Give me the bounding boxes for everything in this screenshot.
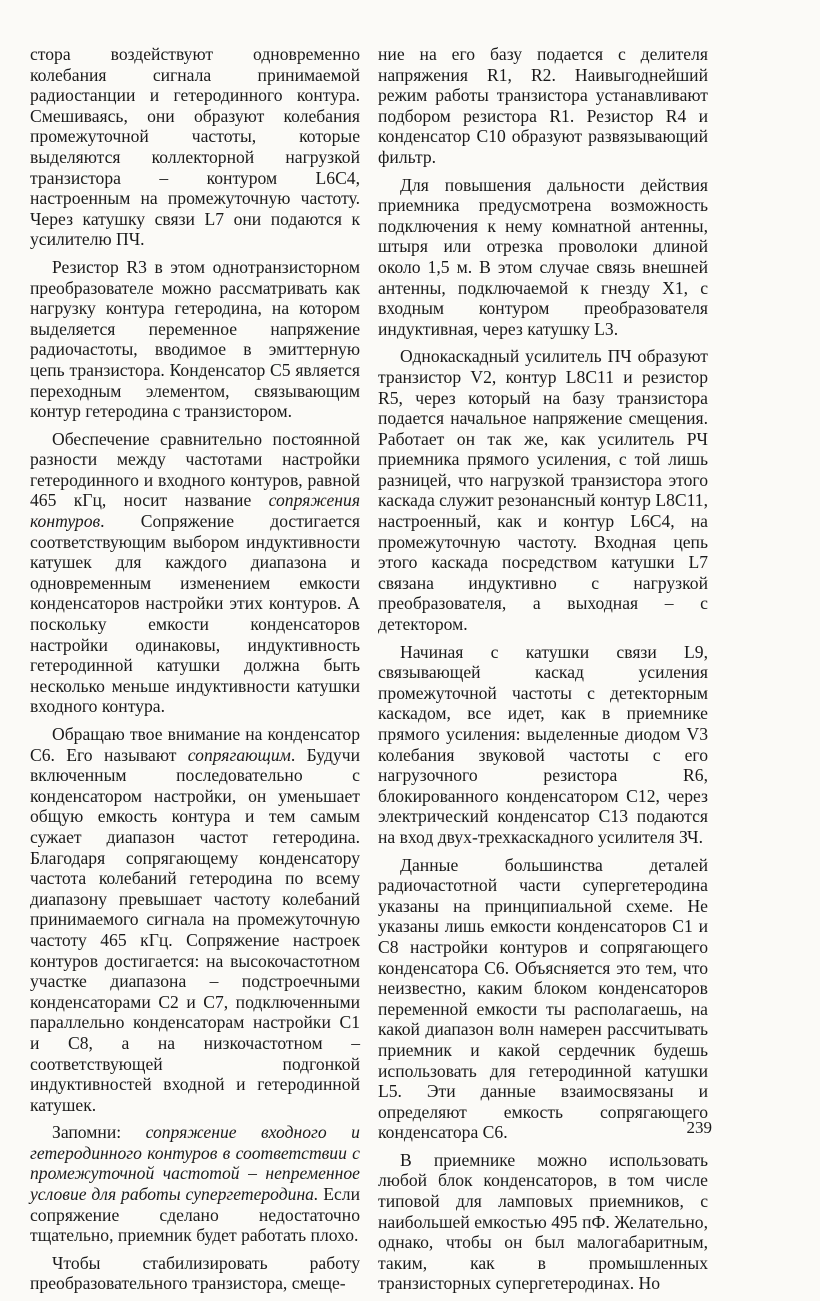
text-run: Обращаю твое внимание на конденсатор C6. Его называют — [30, 724, 360, 765]
paragraph — [30, 429, 360, 717]
rule-emphasis: сопряжение входного и гетеродинного контуров в соответствии с промежуточной частотой – непременное условие для работы супергетеродина. — [30, 1122, 360, 1205]
paragraph: Однокаскадный усилитель ПЧ образуют транзистор V2, контур L8C11 и резистор R5, через который на базу транзистора подается начальное напряжение смещения. Работает он так же, как усилитель РЧ приемника прямого усиления, с той лишь разницей, что нагрузкой транзистора этого каскада служит резонансный контур L8C11, настроенный, как и контур L6C4, на промежуточную частоту. Входная цепь этого каскада посредством катушки L7 связана индуктивно с нагрузкой преобразователя, а выходная – с детектором. — [378, 346, 708, 635]
paragraph: стора воздействуют одновременно колебания сигнала принимаемой радиостанции и гетеродинного контура. Смешиваясь, они образуют колебания промежуточной частоты, которые выделяются коллекторной нагрузкой транзистора – контуром L6C4, настроенным на промежуточную частоту. Через катушку связи L7 они подаются к усилителю ПЧ. — [30, 44, 360, 250]
text-run: . Будучи включенным последовательно с конденсатором настройки, он уменьшает общую емкость контура и тем самым сужает диапазон частот гетеродина. Благодаря сопрягающему конденсатору частота колебаний гетеродина по всему диапазону превышает частоту колебаний принимаемого сигнала на промежуточную частоту 465 кГц. Сопряжение настроек контуров достигается: на высокочастотном участке диапазона – подстроечными конденсаторами C2 и C7, подключенными параллельно конденсаторам настройки C1 и C8, а на низкочастотном – соответствующей подгонкой индуктивностей входной и гетеродинной катушек. — [30, 744, 360, 1115]
paragraph: Данные большинства деталей радиочастотной части супергетеродина указаны на принципиальной схеме. Не указаны лишь емкости конденсаторов C1 и C8 настройки контуров и сопрягающего конденсатора C6. Объясняется это тем, что неизвестно, каким блоком конденсаторов переменной емкости ты располагаешь, на какой диапазон волн намерен рассчитывать приемник и какой сердечник будешь использовать для гетеродинной катушки L5. Эти данные взаимосвязаны и определяют емкость сопрягающего конденсатора C6. — [378, 854, 708, 1143]
right-column — [378, 44, 708, 1301]
page-number: 239 — [686, 1118, 712, 1137]
paragraph: В приемнике можно использовать любой блок конденсаторов, в том числе типовой для ламповых приемников, с наибольшей емкостью 495 пФ. Желательно, однако, чтобы он был малогабаритным, таким, как в промышленных транзисторных супергетеродинах. Но — [378, 1149, 708, 1294]
paragraph: Резистор R3 в этом однотранзисторном преобразователе можно рассматривать как нагрузку контура гетеродина, на котором выделяется переменное напряжение радиочастоты, вводимое в эмиттерную цепь транзистора. Конденсатор C5 является переходным элементом, связывающим контур гетеродина с транзистором. — [30, 256, 360, 422]
text-run: . Сопряжение достигается соответствующим выбором индуктивности катушек для каждого диапазона и одновременным изменением емкости конденсаторов настройки этих контуров. А поскольку емкости конденсаторов настройки одинаковы, индуктивность гетеродинной катушки должна быть несколько меньше индуктивности катушки входного контура. — [30, 511, 360, 717]
paragraph: ние на его базу подается с делителя напряжения R1, R2. Наивыгоднейший режим работы транзистора устанавливают подбором резистора R1. Резистор R4 и конденсатор C10 образуют развязывающий фильтр. — [378, 44, 708, 167]
text-run: Обеспечение сравнительно постоянной разности между частотами настройки гетеродинного и входного контуров, равной 465 кГц, носит название — [30, 428, 360, 511]
term-emphasis: сопряжения контуров — [30, 490, 360, 532]
paragraph: Для повышения дальности действия приемника предусмотрена возможность подключения к нему комнатной антенны, штыря или отрезка проволоки длиной около 1,5 м. В этом случае связь внешней антенны, подключаемой к гнезду X1, с входным контуром преобразователя индуктивная, через катушку L3. — [378, 174, 708, 339]
text-run: Запомни: — [52, 1122, 146, 1143]
paragraph — [30, 724, 360, 1115]
paragraph: Начиная с катушки связи L9, связывающей каскад усиления промежуточной частоты с детекторным каскадом, все идет, как в приемнике прямого усиления: выделенные диодом V3 колебания звуковой частоты с его нагрузочного резистора R6, блокированного конденсатором C12, через электрический конденсатор C13 подаются на вход двух-трехкаскадного усилителя ЗЧ. — [378, 641, 708, 847]
paragraph: Чтобы стабилизировать работу преобразовательного транзистора, смеще- — [30, 1252, 360, 1294]
term-emphasis: сопрягающим — [187, 744, 291, 765]
left-column — [30, 44, 360, 1301]
paragraph — [30, 1122, 360, 1246]
text-run: Если сопряжение сделано недостаточно тщательно, приемник будет работать плохо. — [30, 1184, 360, 1246]
